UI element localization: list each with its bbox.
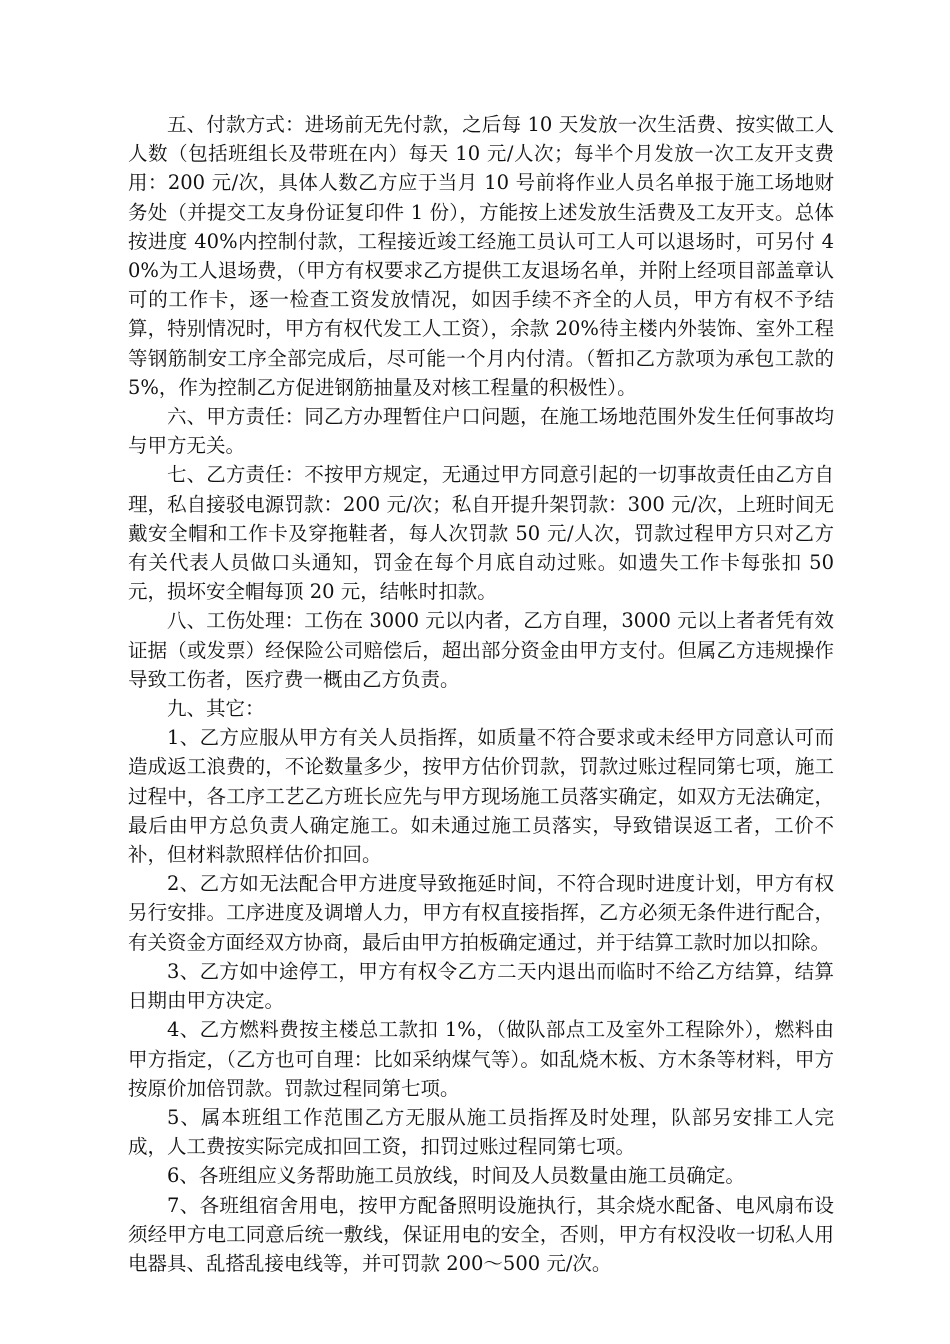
paragraph-other-item-4: 4、乙方燃料费按主楼总工款扣 1%，（做队部点工及室外工程除外），燃料由甲方指定，（乙方也可自理：比如采纳煤气等）。如乱烧木板、方木条等材料，甲方按原价加倍罚款。罚款过程同第七项。: [128, 1018, 834, 1100]
document-body: [128, 110, 834, 1278]
paragraph-other-item-6: 6、各班组应义务帮助施工员放线，时间及人员数量由施工员确定。: [167, 1164, 745, 1188]
paragraph-party-b-responsibility: 七、乙方责任：不按甲方规定，无通过甲方同意引起的一切事故责任由乙方自理，私自接驳电源罚款：200 元/次；私自开提升架罚款：300 元/次，上班时间无戴安全帽和工作卡及穿拖鞋者，每人次罚款 50 元/人次，罚款过程甲方只对乙方有关代表人员做口头通知，罚金在每个月底自动过账。如遗失工作卡每张扣 50 元，损坏安全帽每顶 20 元，结帐时扣款。: [128, 463, 834, 604]
paragraph-other-heading: 九、其它：: [167, 697, 265, 721]
paragraph-other-item-2: 2、乙方如无法配合甲方进度导致拖延时间，不符合现时进度计划，甲方有权另行安排。工序进度及调增人力，甲方有权直接指挥，乙方必须无条件进行配合，有关资金方面经双方协商，最后由甲方拍板确定通过，并于结算工款时加以扣除。: [128, 872, 834, 954]
paragraph-payment-terms: 五、付款方式：进场前无先付款，之后每 10 天发放一次生活费、按实做工人人数（包括班组长及带班在内）每天 10 元/人次；每半个月发放一次工友开支费用：200 元/次，具体人数乙方应于当月 10 号前将作业人员名单报于施工场地财务处（并提交工友身份证复印件 1 份），方能按上述发放生活费及工友开支。总体按进度 40%内控制付款，工程接近竣工经施工员认可工人可以退场时，可另付 40%为工人退场费，（甲方有权要求乙方提供工友退场名单，并附上经项目部盖章认可的工作卡，逐一检查工资发放情况，如因手续不齐全的人员，甲方有权不予结算，特别情况时，甲方有权代发工人工资），余款 20%待主楼内外装饰、室外工程等钢筋制安工序全部完成后，尽可能一个月内付清。（暂扣乙方款项为承包工款的 5%，作为控制乙方促进钢筋抽量及对核工程量的积极性）。: [128, 113, 834, 399]
paragraph-work-injury: 八、工伤处理：工伤在 3000 元以内者，乙方自理，3000 元以上者者凭有效证据（或发票）经保险公司赔偿后，超出部分资金由甲方支付。但属乙方违规操作导致工伤者，医疗费一概由乙方负责。: [128, 609, 834, 691]
paragraph-other-item-5: 5、属本班组工作范围乙方无服从施工员指挥及时处理，队部另安排工人完成，人工费按实际完成扣回工资，扣罚过账过程同第七项。: [128, 1105, 834, 1159]
paragraph-other-item-3: 3、乙方如中途停工，甲方有权令乙方二天内退出而临时不给乙方结算，结算日期由甲方决定。: [128, 959, 834, 1013]
paragraph-other-item-1: 1、乙方应服从甲方有关人员指挥，如质量不符合要求或未经甲方同意认可而造成返工浪费的，不论数量多少，按甲方估价罚款，罚款过账过程同第七项，施工过程中，各工序工艺乙方班长应先与甲方现场施工员落实确定，如双方无法确定，最后由甲方总负责人确定施工。如未通过施工员落实，导致错误返工者，工价不补，但材料款照样估价扣回。: [128, 726, 834, 867]
paragraph-other-item-7: 7、各班组宿舍用电，按甲方配备照明设施执行，其余烧水配备、电风扇布设须经甲方电工同意后统一敷线，保证用电的安全，否则，甲方有权没收一切私人用电器具、乱搭乱接电线等，并可罚款 200～500 元/次。: [128, 1193, 834, 1275]
paragraph-party-a-responsibility: 六、甲方责任：同乙方办理暂住户口问题，在施工场地范围外发生任何事故均与甲方无关。: [128, 405, 834, 458]
